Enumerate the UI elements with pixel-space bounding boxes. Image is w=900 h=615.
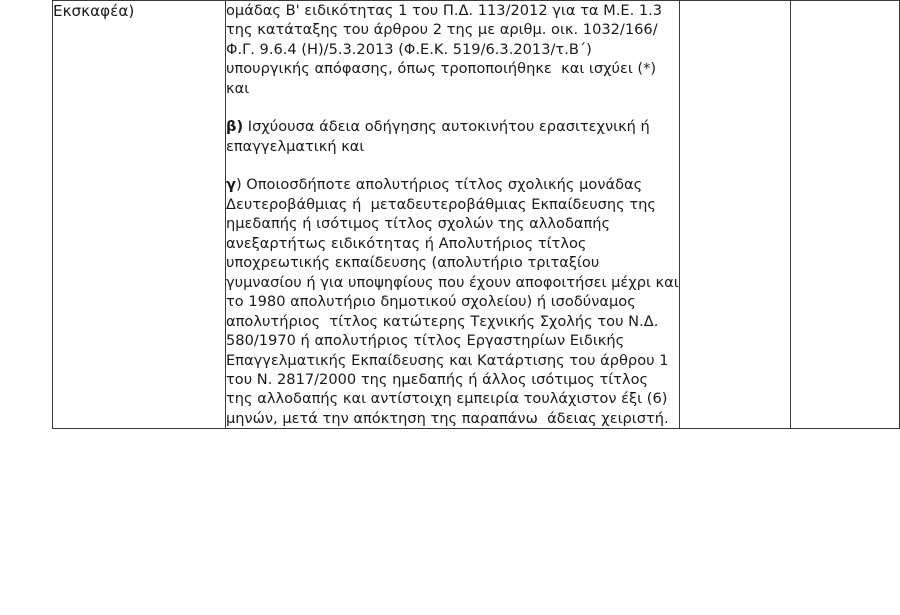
table-cell-label: [53, 1, 226, 429]
table-cell-narrow-a: [680, 1, 791, 429]
paragraph-spacer-2: [226, 156, 679, 175]
paragraph-b-lead: β): [226, 118, 244, 136]
paragraph-a: [226, 1, 679, 98]
paragraph-c: [226, 175, 684, 428]
paragraph-c-text: ) Οποιοσδήποτε απολυτήριος τίτλος σχολικής μονάδας Δευτεροβάθμιας ή μεταδευτεροβάθμιας Εκπαίδευσης της ημεδαπής ή ισότιμος τίτλος σχολών της αλλοδαπής ανεξαρτήτως ειδικότητας ή Απολυτήριος τίτλος υποχρεωτικής εκπαίδευσης (απολυτήριο τριταξίου γυμνασίου ή για υποψηφίους που έχουν αποφοιτήσει μέχρι και το 1980 απολυτήριο δημοτικού σχολείου) ή ισοδύναμος απολυτήριος τίτλος κατώτερης Τεχνικής Σχολής του Ν.Δ. 580/1970 ή απολυτήριος τίτλος Εργαστηρίων Ειδικής Επαγγελματικής Εκπαίδευσης και Κατάρτισης του άρθρου 1 του Ν. 2817/2000 της ημεδαπής ή άλλος ισότιμος τίτλος της αλλοδαπής και αντίστοιχη εμπειρία τουλάχιστον έξι (6) μηνών, μετά την απόκτηση της παραπάνω άδειας χειριστή.: [226, 176, 684, 427]
requirements-table: [52, 0, 900, 429]
paragraph-b: [226, 117, 679, 156]
label-text: Εκσκαφέα): [53, 2, 135, 20]
table-cell-main: [226, 1, 684, 429]
table-cell-narrow-b: [791, 1, 900, 429]
table-row: [53, 1, 900, 429]
paragraph-a-text: ομάδας Β' ειδικότητας 1 του Π.Δ. 113/2012 για τα Μ.Ε. 1.3 της κατάταξης του άρθρου 2 της με αριθμ. οικ. 1032/166/Φ.Γ. 9.6.4 (Η)/5.3.2013 (Φ.Ε.Κ. 519/6.3.2013/τ.Β΄) υπουργικής απόφασης, όπως τροποποιήθηκε και ισχύει (*) και: [226, 2, 667, 97]
paragraph-c-lead: γ: [226, 176, 236, 194]
paragraph-b-text: Ισχύουσα άδεια οδήγησης αυτοκινήτου ερασιτεχνική ή επαγγελματική και: [226, 118, 655, 155]
paragraph-spacer-1: [226, 98, 679, 117]
